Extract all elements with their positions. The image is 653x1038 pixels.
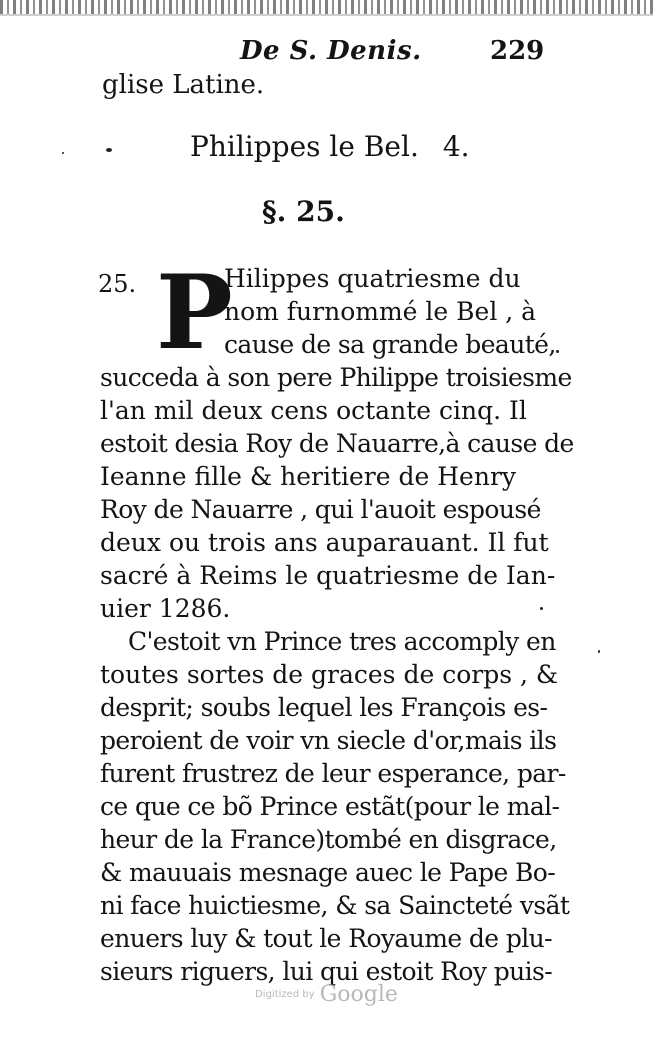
text-line: succeda à son pere Philippe troisiesme bbox=[100, 363, 572, 392]
text-line: ni face huictiesme, & sa Saincteté vsãt bbox=[100, 891, 570, 920]
watermark-prefix: Digitized by bbox=[255, 989, 315, 1000]
text-line: heur de la France)tombé en disgrace, bbox=[100, 825, 557, 854]
ink-speck bbox=[106, 148, 112, 152]
margin-number: 25. bbox=[98, 270, 137, 298]
paragraph-mark: §. 25. bbox=[262, 195, 345, 228]
running-head: De S. Denis. bbox=[240, 36, 422, 66]
page-number: 229 bbox=[490, 36, 545, 66]
section-title-text: Philippes le Bel. bbox=[190, 130, 419, 163]
text-line: uier 1286. bbox=[100, 594, 231, 623]
text-line: furent frustrez de leur esperance, par- bbox=[100, 759, 566, 788]
section-number: 4. bbox=[442, 130, 470, 163]
text-line: enuers luy & tout le Royaume de plu- bbox=[100, 924, 552, 953]
text-line: estoit desia Roy de Nauarre,à cause de bbox=[100, 429, 574, 458]
carry-over-line: glise Latine. bbox=[102, 70, 265, 100]
digitization-watermark bbox=[0, 982, 653, 1007]
text-line: Ieanne fille & heritiere de Henry bbox=[100, 462, 517, 491]
text-line: Hilippes quatriesme du bbox=[224, 264, 521, 293]
text-line: cause de sa grande beauté, bbox=[224, 330, 556, 359]
text-line: nom furnommé le Bel , à bbox=[224, 297, 537, 326]
ink-speck bbox=[540, 607, 543, 610]
text-line: toutes sortes de graces de corps , & bbox=[100, 660, 559, 689]
section-title bbox=[190, 130, 470, 163]
text-line: sacré à Reims le quatriesme de Ian- bbox=[100, 561, 556, 590]
text-line: ce que ce bõ Prince estãt(pour le mal- bbox=[100, 792, 560, 821]
text-line: Roy de Nauarre , qui l'auoit espousé bbox=[100, 495, 541, 524]
text-line: desprit; soubs lequel les François es- bbox=[100, 693, 548, 722]
text-line: sieurs riguers, lui qui estoit Roy puis- bbox=[100, 957, 553, 986]
text-line: deux ou trois ans auparauant. Il fut bbox=[100, 528, 549, 557]
text-line: & mauuais mesnage auec le Pape Bo- bbox=[100, 858, 556, 887]
text-line: l'an mil deux cens octante cinq. Il bbox=[100, 396, 527, 425]
page-top-edge bbox=[0, 0, 653, 14]
text-line: C'estoit vn Prince tres accomply en bbox=[128, 627, 556, 656]
ink-speck bbox=[556, 350, 559, 353]
watermark-brand: Google bbox=[319, 982, 398, 1007]
drop-cap: P bbox=[156, 253, 233, 373]
ink-speck bbox=[598, 650, 600, 653]
page-top-rule bbox=[0, 14, 653, 16]
ink-speck bbox=[62, 152, 64, 154]
text-line: peroient de voir vn siecle d'or,mais ils bbox=[100, 726, 557, 755]
